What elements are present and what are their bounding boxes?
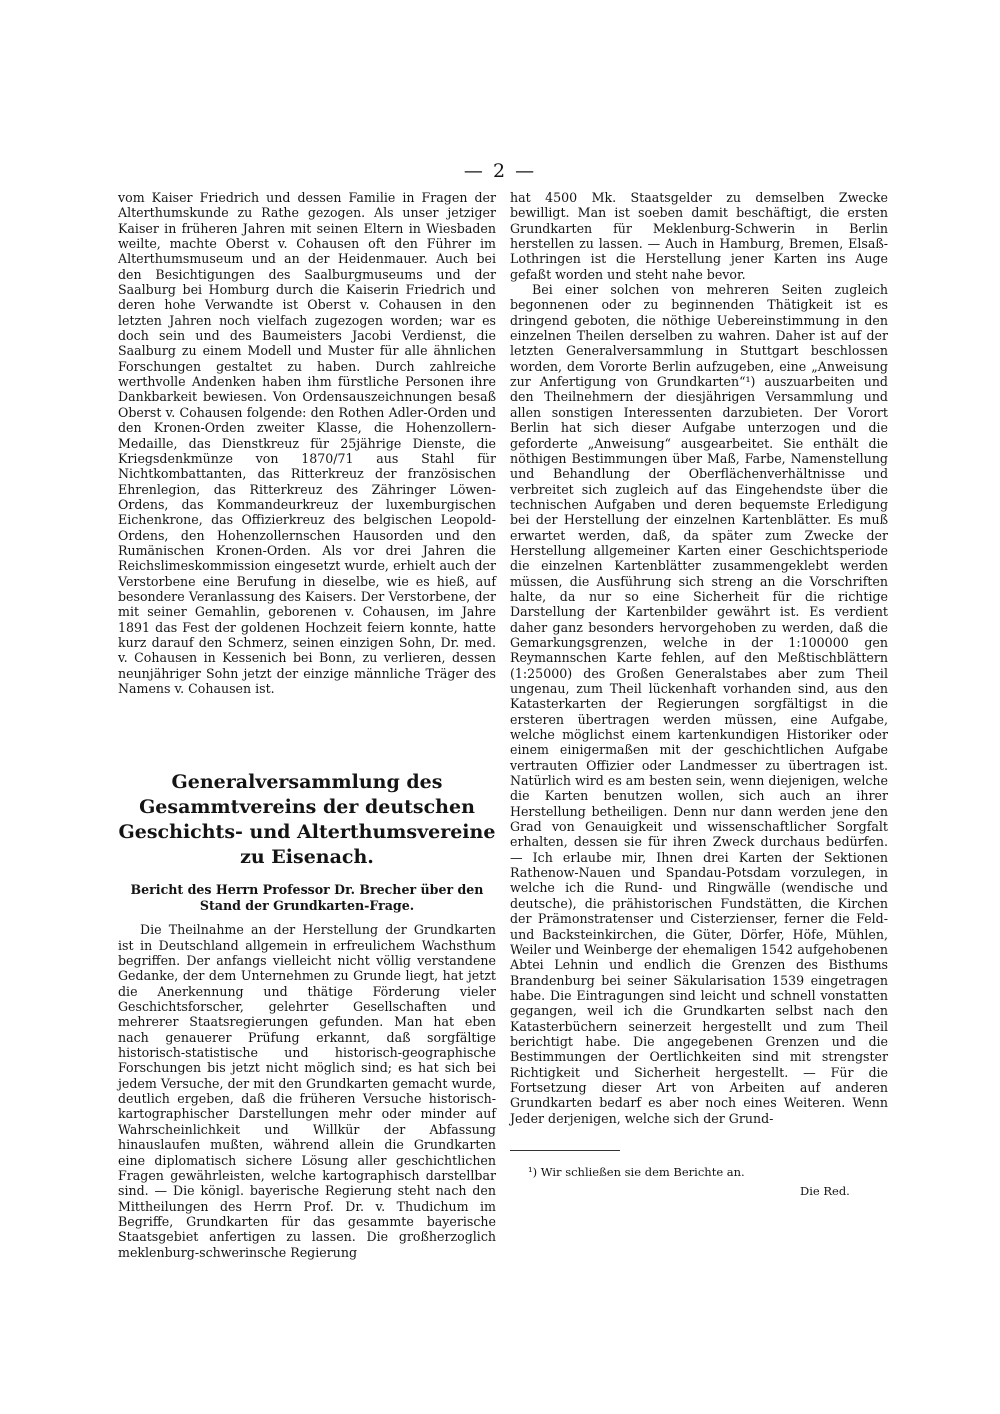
article-paragraph-continued: hat 4500 Mk. Staatsgelder zu demselben Zwecke bewilligt. Man ist soeben damit beschäftigt, die ersten Grundkarten für Meklenburg-Schwerin in Berlin herstellen zu lassen. — Auch in Hamburg, Bremen, Elsaß-Lothringen ist die Herstellung jener Karten ins Auge gefaßt worden und steht nahe bevor. xyxy=(510,190,888,282)
left-column xyxy=(118,190,496,1260)
right-column xyxy=(510,190,888,1126)
footnote-signature: Die Red. xyxy=(800,1184,850,1198)
footnote-text: ¹) Wir schließen sie dem Berichte an. xyxy=(528,1165,745,1179)
article-paragraph: Bei einer solchen von mehreren Seiten zugleich begonnenen oder zu beginnenden Thätigkeit ist es dringend geboten, die nöthige Uebereinstimmung in den einzelnen Theilen derselben zu wahren. Daher ist auf der letzten Generalversammlung in Stuttgart beschlossen worden, dem Vororte Berlin aufzugeben, eine „Anweisung zur Anfertigung von Grundkarten“¹) auszuarbeiten und den Theilnehmern der diesjährigen Versammlung und allen sonstigen Interessenten darzubieten. Der Vorort Berlin hat sich dieser Aufgabe unterzogen und die geforderte „Anweisung“ ausgearbeitet. Sie enthält die nöthigen Bestimmungen über Maß, Farbe, Namenstellung und Behandlung der Oberflächenverhältnisse und verbreitet sich zugleich auf das Eingehendste über die technischen Aufgaben und deren bequemste Erledigung bei der Herstellung der einzelnen Kartenblätter. Es muß erwartet werden, daß, da später zum Zwecke der Herstellung allgemeiner Karten einer Geschichtsperiode die einzelnen Kartenblätter zusammengeklebt werden müssen, die Ausführung sich streng an die Vorschriften halte, da nur so eine Sicherheit für die richtige Darstellung der Kartenbilder gewährt ist. Es verdient daher ganz besonders hervorgehoben zu werden, daß die Gemarkungsgrenzen, welche in der 1:100000 gen Reymannschen Karte fehlen, auf den Meßtischblättern (1:25000) des Großen Generalstabes aber zum Theil ungenau, zum Theil lückenhaft vorhanden sind, aus den Katasterkarten der Regierungen sorgfältigst in die ersteren übertragen werden müssen, eine Aufgabe, welche möglichst einem kartenkundigen Historiker oder einem einigermaßen mit der geschichtlichen Aufgabe vertrauten Offizier oder Landmesser zu übertragen ist. Natürlich wird es am besten sein, wenn diejenigen, welche die Karten benutzen wollen, sich auch an ihrer Herstellung betheiligen. Denn nur dann werden jene den Grad von Genauigkeit und wissenschaftlicher Sorgfalt erhalten, dessen sie für ihren Zweck durchaus bedürfen. — Ich erlaube mir, Ihnen drei Karten der Sektionen Rathenow-Nauen und Spandau-Potsdam vorzulegen, in welche ich die Rund- und Ringwälle (wendische und deutsche), die prähistorischen Fundstätten, die Kirchen der Prämonstratenser und Cisterzienser, ferner die Feld- und Backsteinkirchen, die Güter, Dörfer, Höfe, Mühlen, Weiler und Weinberge der ehemaligen 1542 aufgehobenen Abtei Lehnin und endlich die Grenzen des Bisthums Brandenburg bei seiner Säkularisation 1539 eingetragen habe. Die Eintragungen sind leicht und schnell vonstatten gegangen, weil ich die Grundkarten selbst nach den Katasterbüchern seinerzeit hergestellt und zum Theil berichtigt habe. Die angegebenen Grenzen und die Bestimmungen der Oertlichkeiten sind mit strengster Richtigkeit und Sicherheit hergestellt. — Für die Fortsetzung dieser Art von Arbeiten auf anderen Grundkarten bedarf es aber noch eines Weiteren. Wenn Jeder derjenigen, welche sich der Grund- xyxy=(510,282,888,1126)
page-number: — 2 — xyxy=(463,160,537,182)
obituary-paragraph: vom Kaiser Friedrich und dessen Familie in Fragen der Alterthumskunde zu Rathe gezogen. Als unser jetziger Kaiser in früheren Jahren mit seinen Eltern in Wiesbaden weilte, machte Oberst v. Cohausen oft den Führer im Alterthumsmuseum und an der Heidenmauer. Auch bei den Besichtigungen des Saalburgmuseums und der Saalburg bei Homburg durch die Kaiserin Friedrich und deren hohe Verwandte ist Oberst v. Cohausen in den letzten Jahren noch vielfach zugezogen worden; war es doch sein und des Baumeisters Jacobi Verdienst, die Saalburg zu einem Modell und Muster für alle ähnlichen Forschungen gestaltet zu haben. Durch zahlreiche werthvolle Andenken haben ihm fürstliche Personen ihre Dankbarkeit bewiesen. Von Ordensauszeichnungen besaß Oberst v. Cohausen folgende: den Rothen Adler-Orden und den Kronen-Orden zweiter Klasse, die Hohenzollern-Medaille, das Dienstkreuz für 25jährige Dienste, die Kriegsdenkmünze von 1870/71 aus Stahl für Nichtkombattanten, das Ritterkreuz der französischen Ehrenlegion, das Ritterkreuz des Zähringer Löwen-Ordens, das Kommandeurkreuz der luxemburgischen Eichenkrone, das Offizierkreuz des belgischen Leopold-Ordens, den Hohenzollernschen Hausorden und den Rumänischen Kronen-Orden. Als vor drei Jahren die Reichslimeskommission eingesetzt wurde, erhielt auch der Verstorbene eine Berufung in dieselbe, wie es hieß, auf besondere Veranlassung des Kaisers. Der Verstorbene, der mit seiner Gemahlin, geborenen v. Cohausen, im Jahre 1891 das Fest der goldenen Hochzeit feiern konnte, hatte kurz darauf den Schmerz, seinen einzigen Sohn, Dr. med. v. Cohausen in Kessenich bei Bonn, zu verlieren, dessen neunjähriger Sohn jetzt der einzige männliche Träger des Namens v. Cohausen ist. xyxy=(118,190,496,696)
article-paragraph: Die Theilnahme an der Herstellung der Grundkarten ist in Deutschland allgemein in erfreulichem Wachsthum begriffen. Der anfangs vielleicht nicht völlig verstandene Gedanke, der dem Unternehmen zu Grunde liegt, hat jetzt die Anerkennung und thätige Förderung vieler Geschichtsforscher, gelehrter Gesellschaften und mehrerer Staatsregierungen gefunden. Man hat eben nach genauerer Prüfung erkannt, daß sorgfältige historisch-statistische und historisch-geographische Forschungen bis jetzt nicht möglich sind; es hat sich bei jedem Versuche, der mit den Grundkarten gemacht wurde, deutlich ergeben, daß die früheren Versuche historisch-kartographischer Darstellungen mehr oder minder auf Wahrscheinlichkeit und Willkür der Abfassung hinauslaufen mußten, während allein die Grundkarten eine diplomatisch sichere Lösung aller geschichtlichen Fragen gewährleisten, welche kartographisch darstellbar sind. — Die königl. bayerische Regierung steht nach den Mittheilungen des Herrn Prof. Dr. v. Thudichum im Begriffe, Grundkarten für das gesammte bayerische Staatsgebiet anfertigen zu lassen. Die großherzoglich meklenburg-schwerinsche Regierung xyxy=(118,922,496,1260)
footnote-divider xyxy=(510,1150,620,1151)
article-subheading: Bericht des Herrn Professor Dr. Brecher über den Stand der Grundkarten-Frage. xyxy=(130,882,484,914)
article-heading: Generalversammlung des Gesammtvereins der deutschen Geschichts- und Alterthumsvereine zu Eisenach. xyxy=(118,771,496,869)
